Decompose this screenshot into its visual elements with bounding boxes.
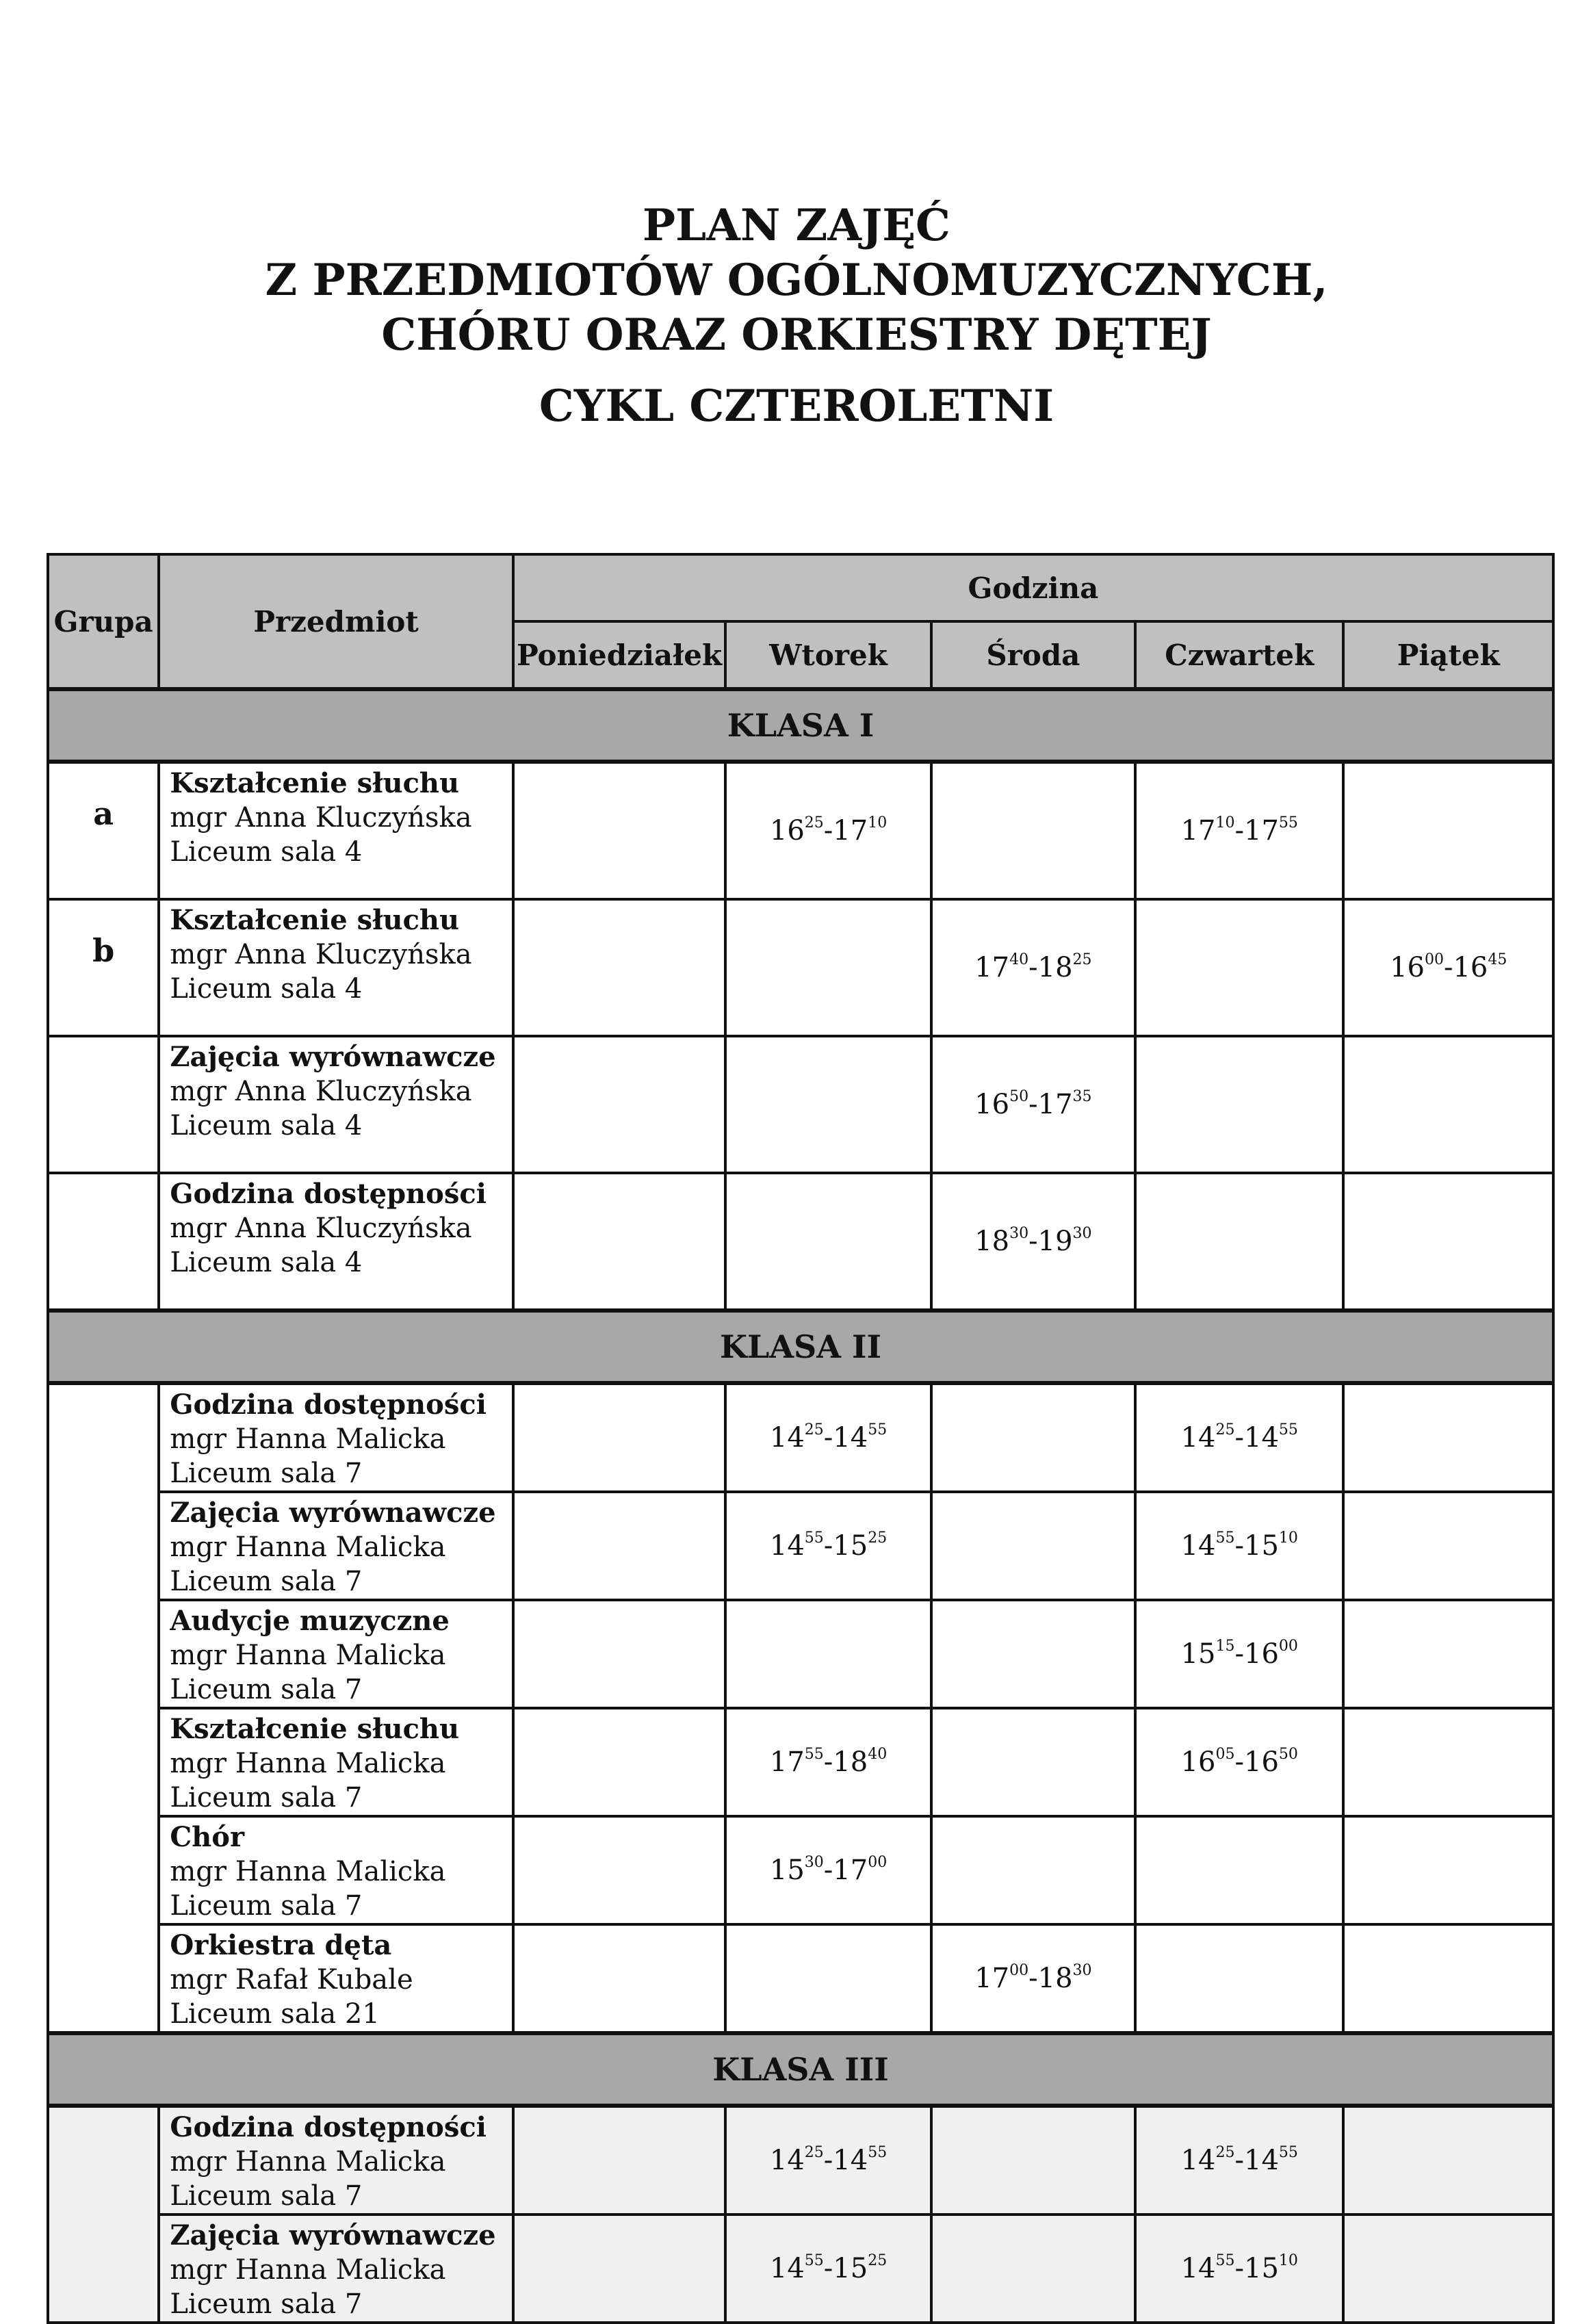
subject-name: Kształcenie słuchu [170, 904, 460, 936]
start-hour: 15 [1180, 1638, 1216, 1670]
time-cell [513, 1708, 726, 1816]
time-cell [1343, 899, 1553, 1036]
time-cell [725, 1816, 931, 1924]
time-cell [725, 1708, 931, 1816]
time-cell [1135, 1600, 1343, 1708]
end-minute: 55 [868, 1421, 888, 1438]
header-day-friday: Piątek [1343, 621, 1553, 689]
teacher-name: mgr Hanna Malicka [170, 1423, 446, 1455]
table-row [48, 1924, 1553, 2033]
teacher-name: mgr Anna Kluczyńska [170, 802, 472, 834]
end-hour: 17 [1244, 815, 1279, 847]
document-header [0, 198, 1593, 434]
start-minute: 25 [1215, 1421, 1235, 1438]
end-hour: 14 [1244, 1422, 1279, 1454]
time-cell [513, 899, 726, 1036]
time-cell [513, 1816, 726, 1924]
header-subject: Przedmiot [159, 554, 513, 689]
teacher-name: mgr Rafał Kubale [170, 1964, 413, 1996]
subject-cell [159, 2215, 513, 2323]
time-cell [931, 1816, 1135, 1924]
subject-name: Zajęcia wyrównawcze [170, 2219, 496, 2251]
time-range: $16^{50}-17^{35}$ [974, 1088, 1092, 1120]
start-hour: 17 [974, 1963, 1010, 1994]
end-hour: 15 [1244, 1530, 1279, 1562]
schedule-body [48, 689, 1553, 2323]
subject-name: Kształcenie słuchu [170, 1713, 460, 1745]
end-hour: 16 [1453, 952, 1488, 983]
subject-name: Zajęcia wyrównawcze [170, 1041, 496, 1073]
table-row [48, 2106, 1553, 2215]
title-line-1: PLAN ZAJĘĆ [643, 200, 950, 251]
end-hour: 16 [1244, 1746, 1279, 1778]
subject-name: Zajęcia wyrównawcze [170, 1497, 496, 1529]
teacher-name: mgr Hanna Malicka [170, 2254, 446, 2286]
time-cell [1343, 1708, 1553, 1816]
subject-name: Godzina dostępności [170, 2111, 487, 2143]
time-cell [1135, 1924, 1343, 2033]
time-range: $14^{55}-15^{25}$ [769, 2252, 888, 2284]
section-title: KLASA II [48, 1311, 1553, 1383]
start-minute: 30 [804, 1854, 824, 1871]
end-hour: 14 [833, 1422, 868, 1454]
subject-name: Orkiestra dęta [170, 1929, 392, 1961]
header-group: Grupa [48, 554, 159, 689]
group-cell [48, 1383, 159, 2033]
time-cell [513, 1173, 726, 1311]
time-range: $14^{25}-14^{55}$ [1180, 1421, 1298, 1454]
table-row [48, 1708, 1553, 1816]
time-cell [1135, 2106, 1343, 2215]
group-cell: a [48, 762, 159, 899]
header-day-thursday: Czwartek [1135, 621, 1343, 689]
end-hour: 17 [833, 815, 868, 847]
time-range: $14^{25}-14^{55}$ [769, 1421, 888, 1454]
time-cell [1135, 1492, 1343, 1600]
time-range: $17^{00}-18^{30}$ [974, 1962, 1092, 1994]
subject-cell [159, 1492, 513, 1600]
time-cell [513, 1383, 726, 1492]
time-cell [931, 2106, 1135, 2215]
time-range: $14^{55}-15^{25}$ [769, 1529, 888, 1562]
time-cell [931, 762, 1135, 899]
time-range: $16^{25}-17^{10}$ [769, 814, 888, 847]
section-title: KLASA III [48, 2033, 1553, 2106]
teacher-name: mgr Anna Kluczyńska [170, 939, 472, 970]
end-minute: 00 [868, 1854, 888, 1871]
end-hour: 14 [833, 2145, 868, 2176]
start-hour: 17 [769, 1746, 805, 1778]
start-hour: 14 [1180, 1530, 1216, 1562]
section-title: KLASA I [48, 689, 1553, 762]
start-minute: 25 [1215, 2144, 1235, 2161]
header-row-1 [48, 554, 1553, 621]
start-hour: 16 [769, 815, 805, 847]
start-hour: 14 [769, 1422, 805, 1454]
time-cell [1135, 1383, 1343, 1492]
start-hour: 15 [769, 1855, 805, 1886]
start-minute: 25 [804, 1421, 824, 1438]
header-hour: Godzina [513, 554, 1553, 621]
time-cell [1135, 1173, 1343, 1311]
teacher-name: mgr Hanna Malicka [170, 1640, 446, 1671]
time-range: $18^{30}-19^{30}$ [974, 1225, 1092, 1257]
time-range: $16^{05}-16^{50}$ [1180, 1746, 1298, 1778]
subject-name: Kształcenie słuchu [170, 767, 460, 799]
room-name: Liceum sala 7 [170, 1890, 363, 1922]
start-minute: 55 [804, 1529, 824, 1547]
subject-cell [159, 899, 513, 1036]
start-minute: 55 [804, 1746, 824, 1763]
end-minute: 00 [1278, 1638, 1298, 1655]
table-row [48, 1816, 1553, 1924]
teacher-name: mgr Hanna Malicka [170, 2146, 446, 2178]
teacher-name: mgr Hanna Malicka [170, 1532, 446, 1563]
end-minute: 50 [1278, 1746, 1298, 1763]
title-line-2: Z PRZEDMIOTÓW OGÓLNOMUZYCZNYCH, [265, 255, 1328, 306]
header-day-tuesday: Wtorek [725, 621, 931, 689]
time-cell [725, 1600, 931, 1708]
end-minute: 25 [868, 1529, 888, 1547]
time-range: $17^{55}-18^{40}$ [769, 1746, 888, 1778]
start-minute: 55 [1215, 2252, 1235, 2269]
time-range: $15^{30}-17^{00}$ [769, 1854, 888, 1886]
end-hour: 15 [1244, 2253, 1279, 2284]
teacher-name: mgr Hanna Malicka [170, 1856, 446, 1887]
time-cell [1343, 1600, 1553, 1708]
group-cell: b [48, 899, 159, 1036]
start-minute: 00 [1009, 1962, 1029, 1979]
time-cell [931, 1492, 1135, 1600]
start-minute: 10 [1215, 814, 1235, 831]
time-cell [931, 1924, 1135, 2033]
start-minute: 25 [804, 814, 824, 831]
header-day-monday: Poniedziałek [513, 621, 726, 689]
time-cell [931, 1173, 1135, 1311]
end-minute: 10 [868, 814, 888, 831]
time-cell [1343, 1036, 1553, 1173]
subject-cell [159, 762, 513, 899]
time-range: $17^{40}-18^{25}$ [974, 951, 1092, 983]
start-hour: 14 [769, 1530, 805, 1562]
group-cell [48, 2106, 159, 2323]
end-minute: 55 [1278, 2144, 1298, 2161]
end-minute: 10 [1278, 1529, 1298, 1547]
room-name: Liceum sala 4 [170, 973, 363, 1005]
start-minute: 50 [1009, 1088, 1029, 1105]
end-minute: 35 [1072, 1088, 1092, 1105]
room-name: Liceum sala 7 [170, 1674, 363, 1705]
time-cell [1343, 1924, 1553, 2033]
time-cell [725, 1492, 931, 1600]
start-minute: 55 [1215, 1529, 1235, 1547]
header-day-wednesday: Środa [931, 621, 1135, 689]
time-cell [725, 1383, 931, 1492]
start-hour: 17 [974, 952, 1010, 983]
group-cell [48, 1173, 159, 1311]
table-row [48, 899, 1553, 1036]
time-cell [1343, 762, 1553, 899]
room-name: Liceum sala 7 [170, 1566, 363, 1597]
time-range: $14^{55}-15^{10}$ [1180, 1529, 1298, 1562]
start-hour: 18 [974, 1226, 1010, 1257]
start-hour: 14 [1180, 1422, 1216, 1454]
subject-cell [159, 1924, 513, 2033]
start-minute: 40 [1009, 951, 1029, 968]
time-cell [1343, 1383, 1553, 1492]
time-cell [1343, 1816, 1553, 1924]
subject-name: Godzina dostępności [170, 1178, 487, 1210]
time-cell [931, 899, 1135, 1036]
time-cell [725, 2215, 931, 2323]
subject-name: Godzina dostępności [170, 1389, 487, 1421]
start-hour: 16 [1390, 952, 1425, 983]
time-cell [1135, 762, 1343, 899]
time-range: $14^{25}-14^{55}$ [1180, 2144, 1298, 2176]
start-hour: 17 [1180, 815, 1216, 847]
time-cell [725, 1924, 931, 2033]
end-minute: 25 [868, 2252, 888, 2269]
time-cell [513, 1924, 726, 2033]
time-cell [1343, 1492, 1553, 1600]
start-hour: 14 [769, 2145, 805, 2176]
subject-cell [159, 1816, 513, 1924]
teacher-name: mgr Anna Kluczyńska [170, 1076, 472, 1107]
end-minute: 45 [1488, 951, 1507, 968]
end-minute: 25 [1072, 951, 1092, 968]
start-hour: 14 [769, 2253, 805, 2284]
start-minute: 55 [804, 2252, 824, 2269]
time-cell [1135, 1708, 1343, 1816]
subject-cell [159, 1036, 513, 1173]
start-minute: 00 [1424, 951, 1444, 968]
end-hour: 18 [1037, 1963, 1073, 1994]
end-hour: 19 [1037, 1226, 1073, 1257]
start-hour: 14 [1180, 2145, 1216, 2176]
room-name: Liceum sala 7 [170, 2180, 363, 2212]
time-range: $14^{25}-14^{55}$ [769, 2144, 888, 2176]
subject-cell [159, 2106, 513, 2215]
time-cell [513, 2106, 726, 2215]
time-range: $16^{00}-16^{45}$ [1390, 951, 1507, 983]
schedule-table [47, 553, 1555, 2324]
table-row [48, 2215, 1553, 2323]
start-hour: 16 [974, 1089, 1010, 1120]
subject-cell [159, 1600, 513, 1708]
section-row [48, 689, 1553, 762]
subject-name: Chór [170, 1821, 245, 1853]
room-name: Liceum sala 21 [170, 1998, 380, 2030]
end-hour: 17 [833, 1855, 868, 1886]
end-minute: 10 [1278, 2252, 1298, 2269]
table-row [48, 1383, 1553, 1492]
start-minute: 05 [1215, 1746, 1235, 1763]
time-cell [725, 1173, 931, 1311]
time-cell [931, 1708, 1135, 1816]
title-line-3: CHÓRU ORAZ ORKIESTRY DĘTEJ [381, 309, 1212, 361]
table-row [48, 1036, 1553, 1173]
time-cell [513, 2215, 726, 2323]
end-hour: 18 [833, 1746, 868, 1778]
time-cell [1135, 1816, 1343, 1924]
time-cell [725, 1036, 931, 1173]
time-cell [931, 1383, 1135, 1492]
room-name: Liceum sala 4 [170, 836, 363, 868]
time-range: $17^{10}-17^{55}$ [1180, 814, 1298, 847]
time-cell [931, 1036, 1135, 1173]
end-minute: 55 [868, 2144, 888, 2161]
table-row [48, 1173, 1553, 1311]
section-row [48, 1311, 1553, 1383]
start-minute: 30 [1009, 1225, 1029, 1242]
time-cell [931, 1600, 1135, 1708]
end-minute: 55 [1278, 814, 1298, 831]
subject-cell [159, 1383, 513, 1492]
time-cell [725, 899, 931, 1036]
time-cell [513, 762, 726, 899]
time-cell [513, 1600, 726, 1708]
room-name: Liceum sala 7 [170, 2288, 363, 2320]
subject-cell [159, 1173, 513, 1311]
end-hour: 15 [833, 2253, 868, 2284]
end-hour: 14 [1244, 2145, 1279, 2176]
table-row [48, 762, 1553, 899]
end-minute: 30 [1072, 1962, 1092, 1979]
start-minute: 25 [804, 2144, 824, 2161]
cycle-title: CYKL CZTEROLETNI [539, 380, 1054, 432]
table-row [48, 1492, 1553, 1600]
time-cell [725, 2106, 931, 2215]
time-cell [1343, 2106, 1553, 2215]
end-hour: 16 [1244, 1638, 1279, 1670]
time-cell [931, 2215, 1135, 2323]
start-hour: 16 [1180, 1746, 1216, 1778]
start-hour: 14 [1180, 2253, 1216, 2284]
time-range: $15^{15}-16^{00}$ [1180, 1638, 1298, 1670]
time-cell [1343, 2215, 1553, 2323]
end-hour: 18 [1037, 952, 1073, 983]
time-cell [513, 1036, 726, 1173]
end-hour: 17 [1037, 1089, 1073, 1120]
room-name: Liceum sala 4 [170, 1110, 363, 1141]
room-name: Liceum sala 7 [170, 1782, 363, 1813]
teacher-name: mgr Anna Kluczyńska [170, 1213, 472, 1244]
group-cell [48, 1036, 159, 1173]
table-row [48, 1600, 1553, 1708]
time-range: $14^{55}-15^{10}$ [1180, 2252, 1298, 2284]
end-hour: 15 [833, 1530, 868, 1562]
teacher-name: mgr Hanna Malicka [170, 1748, 446, 1779]
time-cell [1135, 2215, 1343, 2323]
subject-name: Audycje muzyczne [170, 1605, 450, 1637]
time-cell [1135, 1036, 1343, 1173]
room-name: Liceum sala 7 [170, 1458, 363, 1489]
end-minute: 30 [1072, 1225, 1092, 1242]
time-cell [1135, 899, 1343, 1036]
room-name: Liceum sala 4 [170, 1247, 363, 1278]
time-cell [1343, 1173, 1553, 1311]
section-row [48, 2033, 1553, 2106]
end-minute: 40 [868, 1746, 888, 1763]
start-minute: 15 [1215, 1638, 1235, 1655]
time-cell [513, 1492, 726, 1600]
end-minute: 55 [1278, 1421, 1298, 1438]
subject-cell [159, 1708, 513, 1816]
time-cell [725, 762, 931, 899]
